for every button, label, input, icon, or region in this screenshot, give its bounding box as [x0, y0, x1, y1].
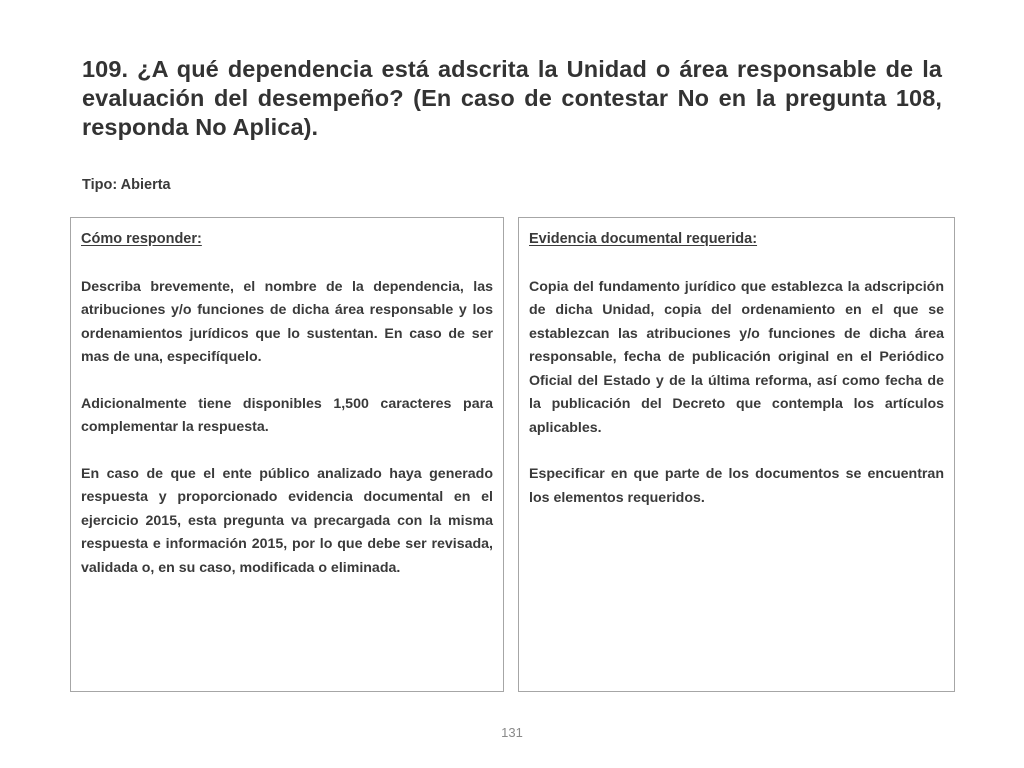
question-type: Tipo: Abierta: [82, 177, 171, 193]
how-to-answer-heading: Cómo responder:: [81, 231, 202, 247]
how-to-answer-paragraph: Describa brevemente, el nombre de la dependencia, las atribuciones y/o funciones de dicha área responsable y los ordenamientos jurídicos que lo sustentan. En caso de ser mas de una, especifíquelo.: [81, 278, 493, 365]
how-to-answer-paragraph: Adicionalmente tiene disponibles 1,500 caracteres para complementar la respuesta.: [81, 395, 493, 435]
how-to-answer-panel: [70, 217, 504, 692]
evidence-panel: [518, 217, 955, 692]
question-title: 109. ¿A qué dependencia está adscrita la Unidad o área responsable de la evaluación del desempeño? (En caso de contestar No en la pregunta 108, responda No Aplica).: [82, 56, 942, 140]
how-to-answer-paragraph: En caso de que el ente público analizado haya generado respuesta y proporcionado evidencia documental en el ejercicio 2015, esta pregunta va precargada con la misma respuesta e información 2015, por lo que debe ser revisada, validada o, en su caso, modificada o eliminada.: [81, 465, 493, 576]
evidence-paragraph: Copia del fundamento jurídico que establezca la adscripción de dicha Unidad, copia del ordenamiento en el que se establezcan las atribuciones y/o funciones de dicha área responsable, fecha de publicación original en el Periódico Oficial del Estado y de la última reforma, así como fecha de la publicación del Decreto que contempla los artículos aplicables.: [529, 278, 944, 436]
evidence-paragraph: Especificar en que parte de los documentos se encuentran los elementos requeridos.: [529, 466, 944, 506]
page-number: 131: [501, 725, 523, 740]
evidence-heading: Evidencia documental requerida:: [529, 231, 758, 247]
